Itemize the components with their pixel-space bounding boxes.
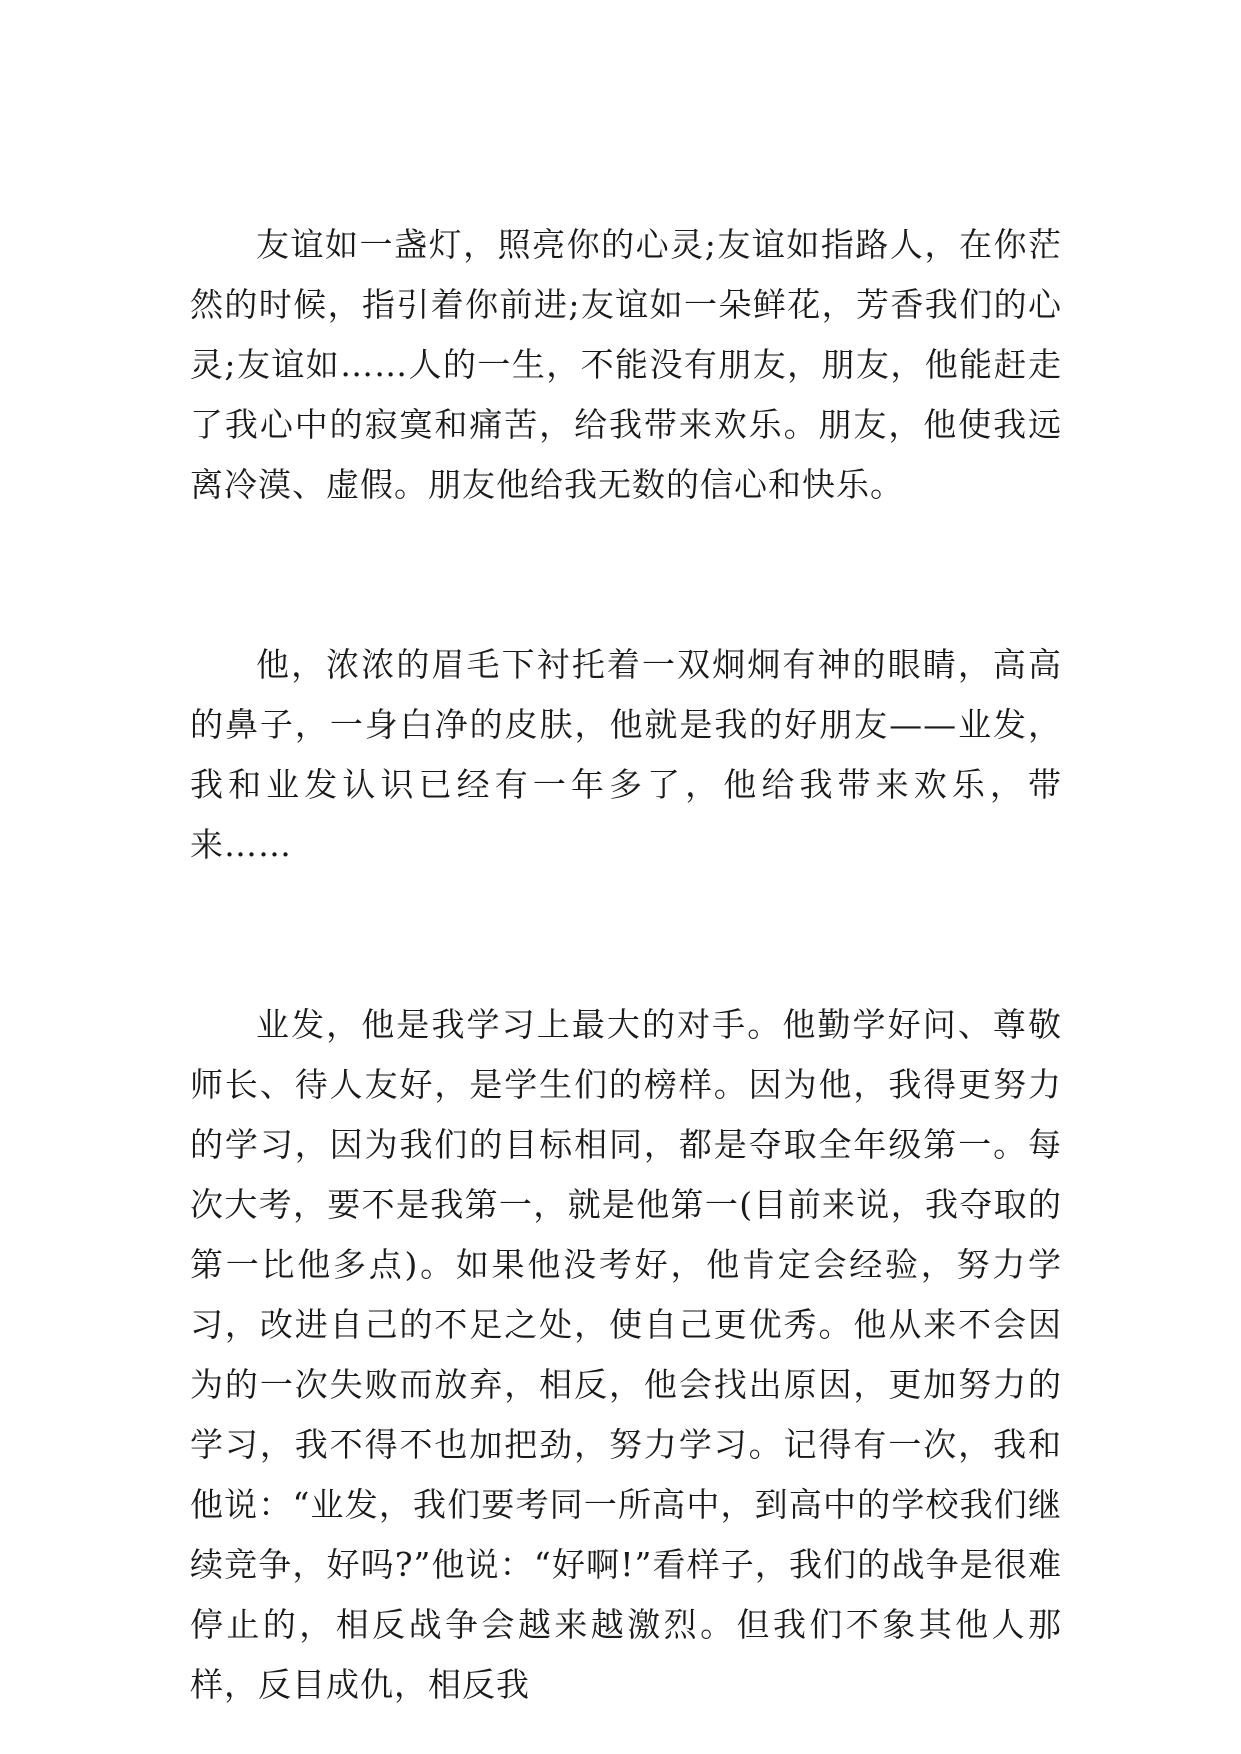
article-body [190, 215, 1062, 1715]
paragraph-friendship-intro: 友谊如一盏灯，照亮你的心灵;友谊如指路人，在你茫然的时候，指引着你前进;友谊如一朵鲜花，芳香我们的心灵;友谊如……人的一生，不能没有朋友，朋友，他能赶走了我心中的寂寞和痛苦，给我带来欢乐。朋友，他使我远离冷漠、虚假。朋友他给我无数的信心和快乐。 [190, 225, 1062, 504]
paragraph-study-rival: 业发，他是我学习上最大的对手。他勤学好问、尊敬师长、待人友好，是学生们的榜样。因为他，我得更努力的学习，因为我们的目标相同，都是夺取全年级第一。每次大考，要不是我第一，就是他第一(目前来说，我夺取的第一比他多点)。如果他没考好，他肯定会经验，努力学习，改进自己的不足之处，使自己更优秀。他从来不会因为的一次失败而放弃，相反，他会找出原因，更加努力的学习，我不得不也加把劲，努力学习。记得有一次，我和他说：“业发，我们要考同一所高中，到高中的学校我们继续竞争，好吗?”他说：“好啊!”看样子，我们的战争是很难停止的，相反战争会越来越激烈。但我们不象其他人那样，反目成仇，相反我 [190, 1005, 1062, 1704]
paragraph-friend-description: 他，浓浓的眉毛下衬托着一双炯炯有神的眼睛，高高的鼻子，一身白净的皮肤，他就是我的好朋友——业发，我和业发认识已经有一年多了，他给我带来欢乐，带来…… [190, 645, 1062, 864]
